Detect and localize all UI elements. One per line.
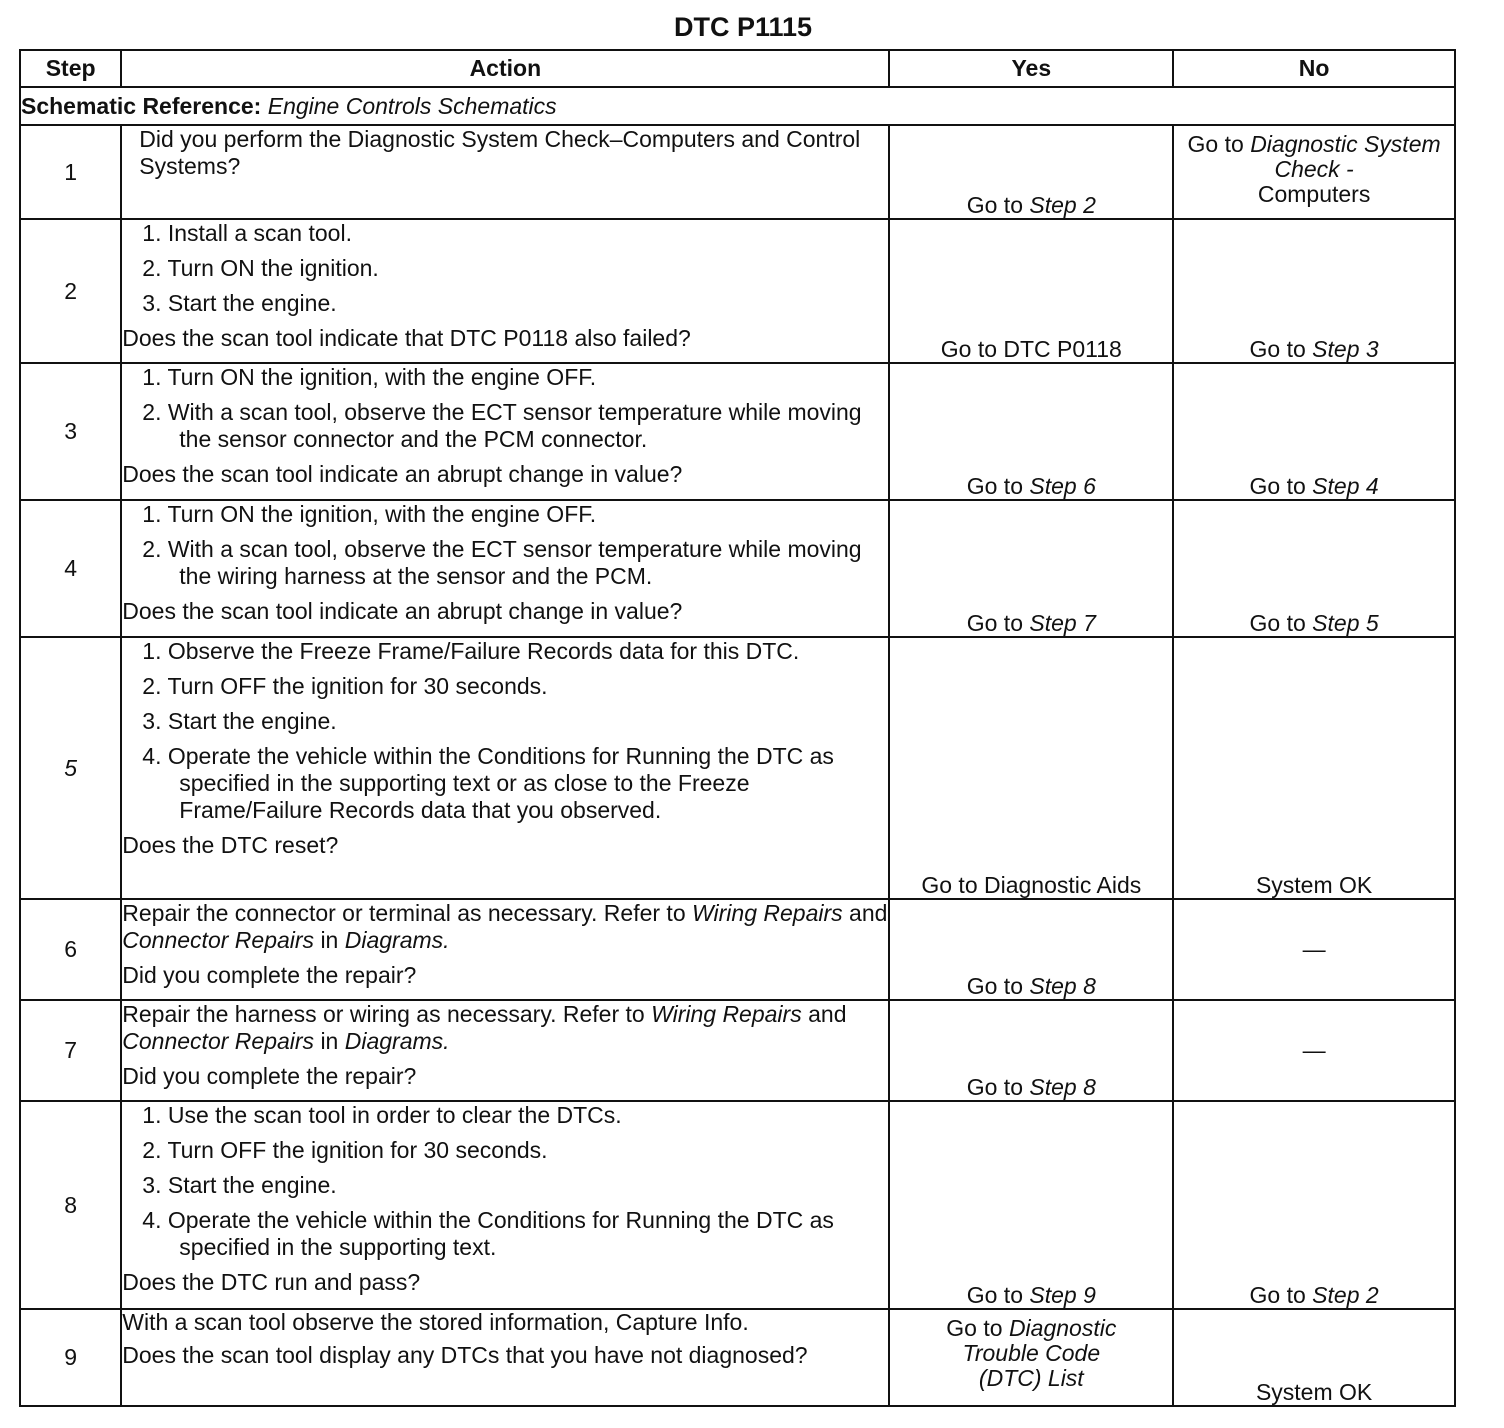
- schematic-label: Schematic Reference:: [21, 92, 262, 119]
- list-item: 1. Turn ON the ignition, with the engine OFF.: [142, 501, 597, 527]
- list-item: 2. Turn OFF the ignition for 30 seconds.: [142, 673, 548, 699]
- table-row: [20, 1101, 1455, 1309]
- header-no: No: [1173, 50, 1455, 87]
- yes-cell[interactable]: [889, 363, 1173, 500]
- yes-cell[interactable]: [889, 899, 1173, 1000]
- list-item: 4. Operate the vehicle within the Conditions for Running the DTC as specified in the supporting text.: [142, 1207, 834, 1260]
- action-cell: [121, 899, 889, 1000]
- step-number: 2: [20, 219, 121, 363]
- step-list: [122, 220, 888, 317]
- diagrams-link[interactable]: Diagrams.: [344, 1028, 450, 1054]
- header-yes: Yes: [889, 50, 1173, 87]
- list-item: 3. Start the engine.: [142, 1172, 337, 1198]
- repair-and: and: [849, 900, 888, 926]
- action-cell: [121, 219, 889, 363]
- step-list: [122, 364, 888, 453]
- wiring-repairs-link[interactable]: Wiring Repairs: [692, 900, 843, 926]
- yes-cell[interactable]: [889, 637, 1173, 899]
- step-number: 7: [20, 1000, 121, 1101]
- list-item: 1. Install a scan tool.: [142, 220, 352, 246]
- yes-text[interactable]: Go to Diagnostic Aids: [921, 872, 1142, 898]
- connector-repairs-link[interactable]: Connector Repairs: [122, 927, 315, 953]
- no-cell: [1173, 1309, 1455, 1406]
- no-prefix: Go to: [1249, 1282, 1306, 1308]
- header-action: Action: [121, 50, 889, 87]
- repair-instruction: Repair the connector or terminal as necessary. Refer to: [122, 900, 686, 926]
- question-text: Does the DTC reset?: [122, 832, 339, 858]
- question-text: Does the scan tool indicate that DTC P0118 also failed?: [122, 325, 691, 351]
- step-list: [122, 1102, 888, 1261]
- table-row: [20, 125, 1455, 219]
- schematic-reference: [20, 87, 1455, 125]
- repair-text: [122, 900, 888, 954]
- repair-text: [122, 1001, 888, 1055]
- list-item: 2. Turn ON the ignition.: [142, 255, 379, 281]
- repair-in: in: [320, 927, 339, 953]
- action-cell: [121, 1101, 889, 1309]
- action-cell: [121, 363, 889, 500]
- no-cell: [1173, 899, 1455, 1000]
- table-row: [20, 500, 1455, 637]
- no-cell: [1173, 637, 1455, 899]
- step-number: 3: [20, 363, 121, 500]
- list-item: 1. Observe the Freeze Frame/Failure Records data for this DTC.: [142, 638, 800, 664]
- list-item: 2. With a scan tool, observe the ECT sensor temperature while moving the sensor connector and the PCM connector.: [142, 399, 862, 452]
- list-item: 2. Turn OFF the ignition for 30 seconds.: [142, 1137, 548, 1163]
- list-item: 3. Start the engine.: [142, 708, 337, 734]
- yes-prefix: Go to: [966, 1282, 1023, 1308]
- header-row: [20, 50, 1455, 87]
- yes-prefix: Go to: [966, 973, 1023, 999]
- no-cell[interactable]: [1173, 125, 1455, 219]
- step-number: 6: [20, 899, 121, 1000]
- step-number: 9: [20, 1309, 121, 1406]
- yes-prefix: Go to: [966, 610, 1023, 636]
- step-number: 4: [20, 500, 121, 637]
- table-row: [20, 219, 1455, 363]
- no-dash: —: [1302, 1037, 1326, 1063]
- action-cell: [121, 1000, 889, 1101]
- list-item: 2. With a scan tool, observe the ECT sensor temperature while moving the wiring harness at the sensor and the PCM.: [142, 536, 862, 589]
- question-text: Does the scan tool display any DTCs that you have not diagnosed?: [122, 1342, 808, 1368]
- list-item: 1. Use the scan tool in order to clear the DTCs.: [142, 1102, 622, 1128]
- connector-repairs-link[interactable]: Connector Repairs: [122, 1028, 315, 1054]
- no-link[interactable]: Step 4: [1312, 473, 1379, 499]
- repair-and: and: [808, 1001, 847, 1027]
- yes-prefix: Go to: [966, 192, 1023, 218]
- no-cell: [1173, 1000, 1455, 1101]
- no-cell[interactable]: [1173, 219, 1455, 363]
- yes-text[interactable]: Go to DTC P0118: [940, 336, 1122, 362]
- yes-cell[interactable]: [889, 1309, 1173, 1406]
- no-link[interactable]: Step 2: [1312, 1282, 1379, 1308]
- wiring-repairs-link[interactable]: Wiring Repairs: [651, 1001, 802, 1027]
- no-text: System OK: [1255, 872, 1373, 898]
- yes-link[interactable]: Step 6: [1029, 473, 1096, 499]
- yes-prefix: Go to: [966, 473, 1023, 499]
- yes-prefix: Go to: [966, 1074, 1023, 1100]
- list-item: 1. Turn ON the ignition, with the engine OFF.: [142, 364, 597, 390]
- no-cell[interactable]: [1173, 500, 1455, 637]
- no-prefix: Go to: [1187, 131, 1244, 157]
- no-link[interactable]: Diagnostic System Check -: [1250, 131, 1441, 182]
- yes-cell[interactable]: [889, 500, 1173, 637]
- yes-link[interactable]: Step 8: [1029, 1074, 1096, 1100]
- yes-link[interactable]: Step 2: [1029, 192, 1096, 218]
- question-text: Did you complete the repair?: [122, 1063, 417, 1089]
- question-text: Does the scan tool indicate an abrupt change in value?: [122, 461, 683, 487]
- question-text: Does the DTC run and pass?: [122, 1269, 421, 1295]
- table-row: [20, 363, 1455, 500]
- yes-cell[interactable]: [889, 125, 1173, 219]
- table-row: [20, 899, 1455, 1000]
- table-row: [20, 1000, 1455, 1101]
- step-number: 5: [20, 637, 121, 899]
- repair-instruction: Repair the harness or wiring as necessary. Refer to: [122, 1001, 645, 1027]
- page-title: DTC P1115: [673, 12, 813, 42]
- statement-text: With a scan tool observe the stored information, Capture Info.: [122, 1309, 749, 1335]
- action-cell: [121, 500, 889, 637]
- no-prefix: Go to: [1249, 336, 1306, 362]
- yes-prefix: Go to: [946, 1315, 1003, 1341]
- yes-link[interactable]: Step 8: [1029, 973, 1096, 999]
- no-link[interactable]: Step 5: [1312, 610, 1379, 636]
- no-prefix: Go to: [1249, 610, 1306, 636]
- table-row: [20, 1309, 1455, 1406]
- no-text: System OK: [1255, 1379, 1373, 1405]
- yes-cell[interactable]: [889, 1000, 1173, 1101]
- no-link[interactable]: Step 3: [1312, 336, 1379, 362]
- schematic-row: [20, 87, 1455, 125]
- action-text: Did you perform the Diagnostic System Check–Computers and Control Systems?: [139, 126, 861, 179]
- no-cell[interactable]: [1173, 363, 1455, 500]
- diagrams-link[interactable]: Diagrams.: [344, 927, 450, 953]
- no-dash: —: [1302, 936, 1326, 962]
- table-row: [20, 637, 1455, 899]
- no-prefix: Go to: [1249, 473, 1306, 499]
- action-cell: [121, 1309, 889, 1406]
- step-number: 8: [20, 1101, 121, 1309]
- list-item: 3. Start the engine.: [142, 290, 337, 316]
- yes-cell[interactable]: [889, 219, 1173, 363]
- question-text: Does the scan tool indicate an abrupt change in value?: [122, 598, 683, 624]
- action-cell: [121, 637, 889, 899]
- list-item: 4. Operate the vehicle within the Conditions for Running the DTC as specified in the supporting text or as close to the Freeze Frame/Failure Records data that you observed.: [142, 743, 834, 823]
- action-cell: [121, 125, 889, 219]
- repair-in: in: [320, 1028, 339, 1054]
- step-list: [122, 638, 888, 824]
- no-cell[interactable]: [1173, 1101, 1455, 1309]
- header-step: Step: [20, 50, 121, 87]
- question-text: Did you complete the repair?: [122, 962, 417, 988]
- schematic-link[interactable]: Engine Controls Schematics: [267, 92, 557, 119]
- no-suffix: Computers: [1257, 181, 1371, 207]
- yes-link[interactable]: Step 7: [1029, 610, 1096, 636]
- step-list: [122, 501, 888, 590]
- yes-link[interactable]: Step 9: [1029, 1282, 1096, 1308]
- step-number: 1: [20, 125, 121, 219]
- dtc-table: [19, 49, 1456, 1407]
- yes-link[interactable]: Diagnostic Trouble Code (DTC) List: [962, 1315, 1117, 1391]
- yes-cell[interactable]: [889, 1101, 1173, 1309]
